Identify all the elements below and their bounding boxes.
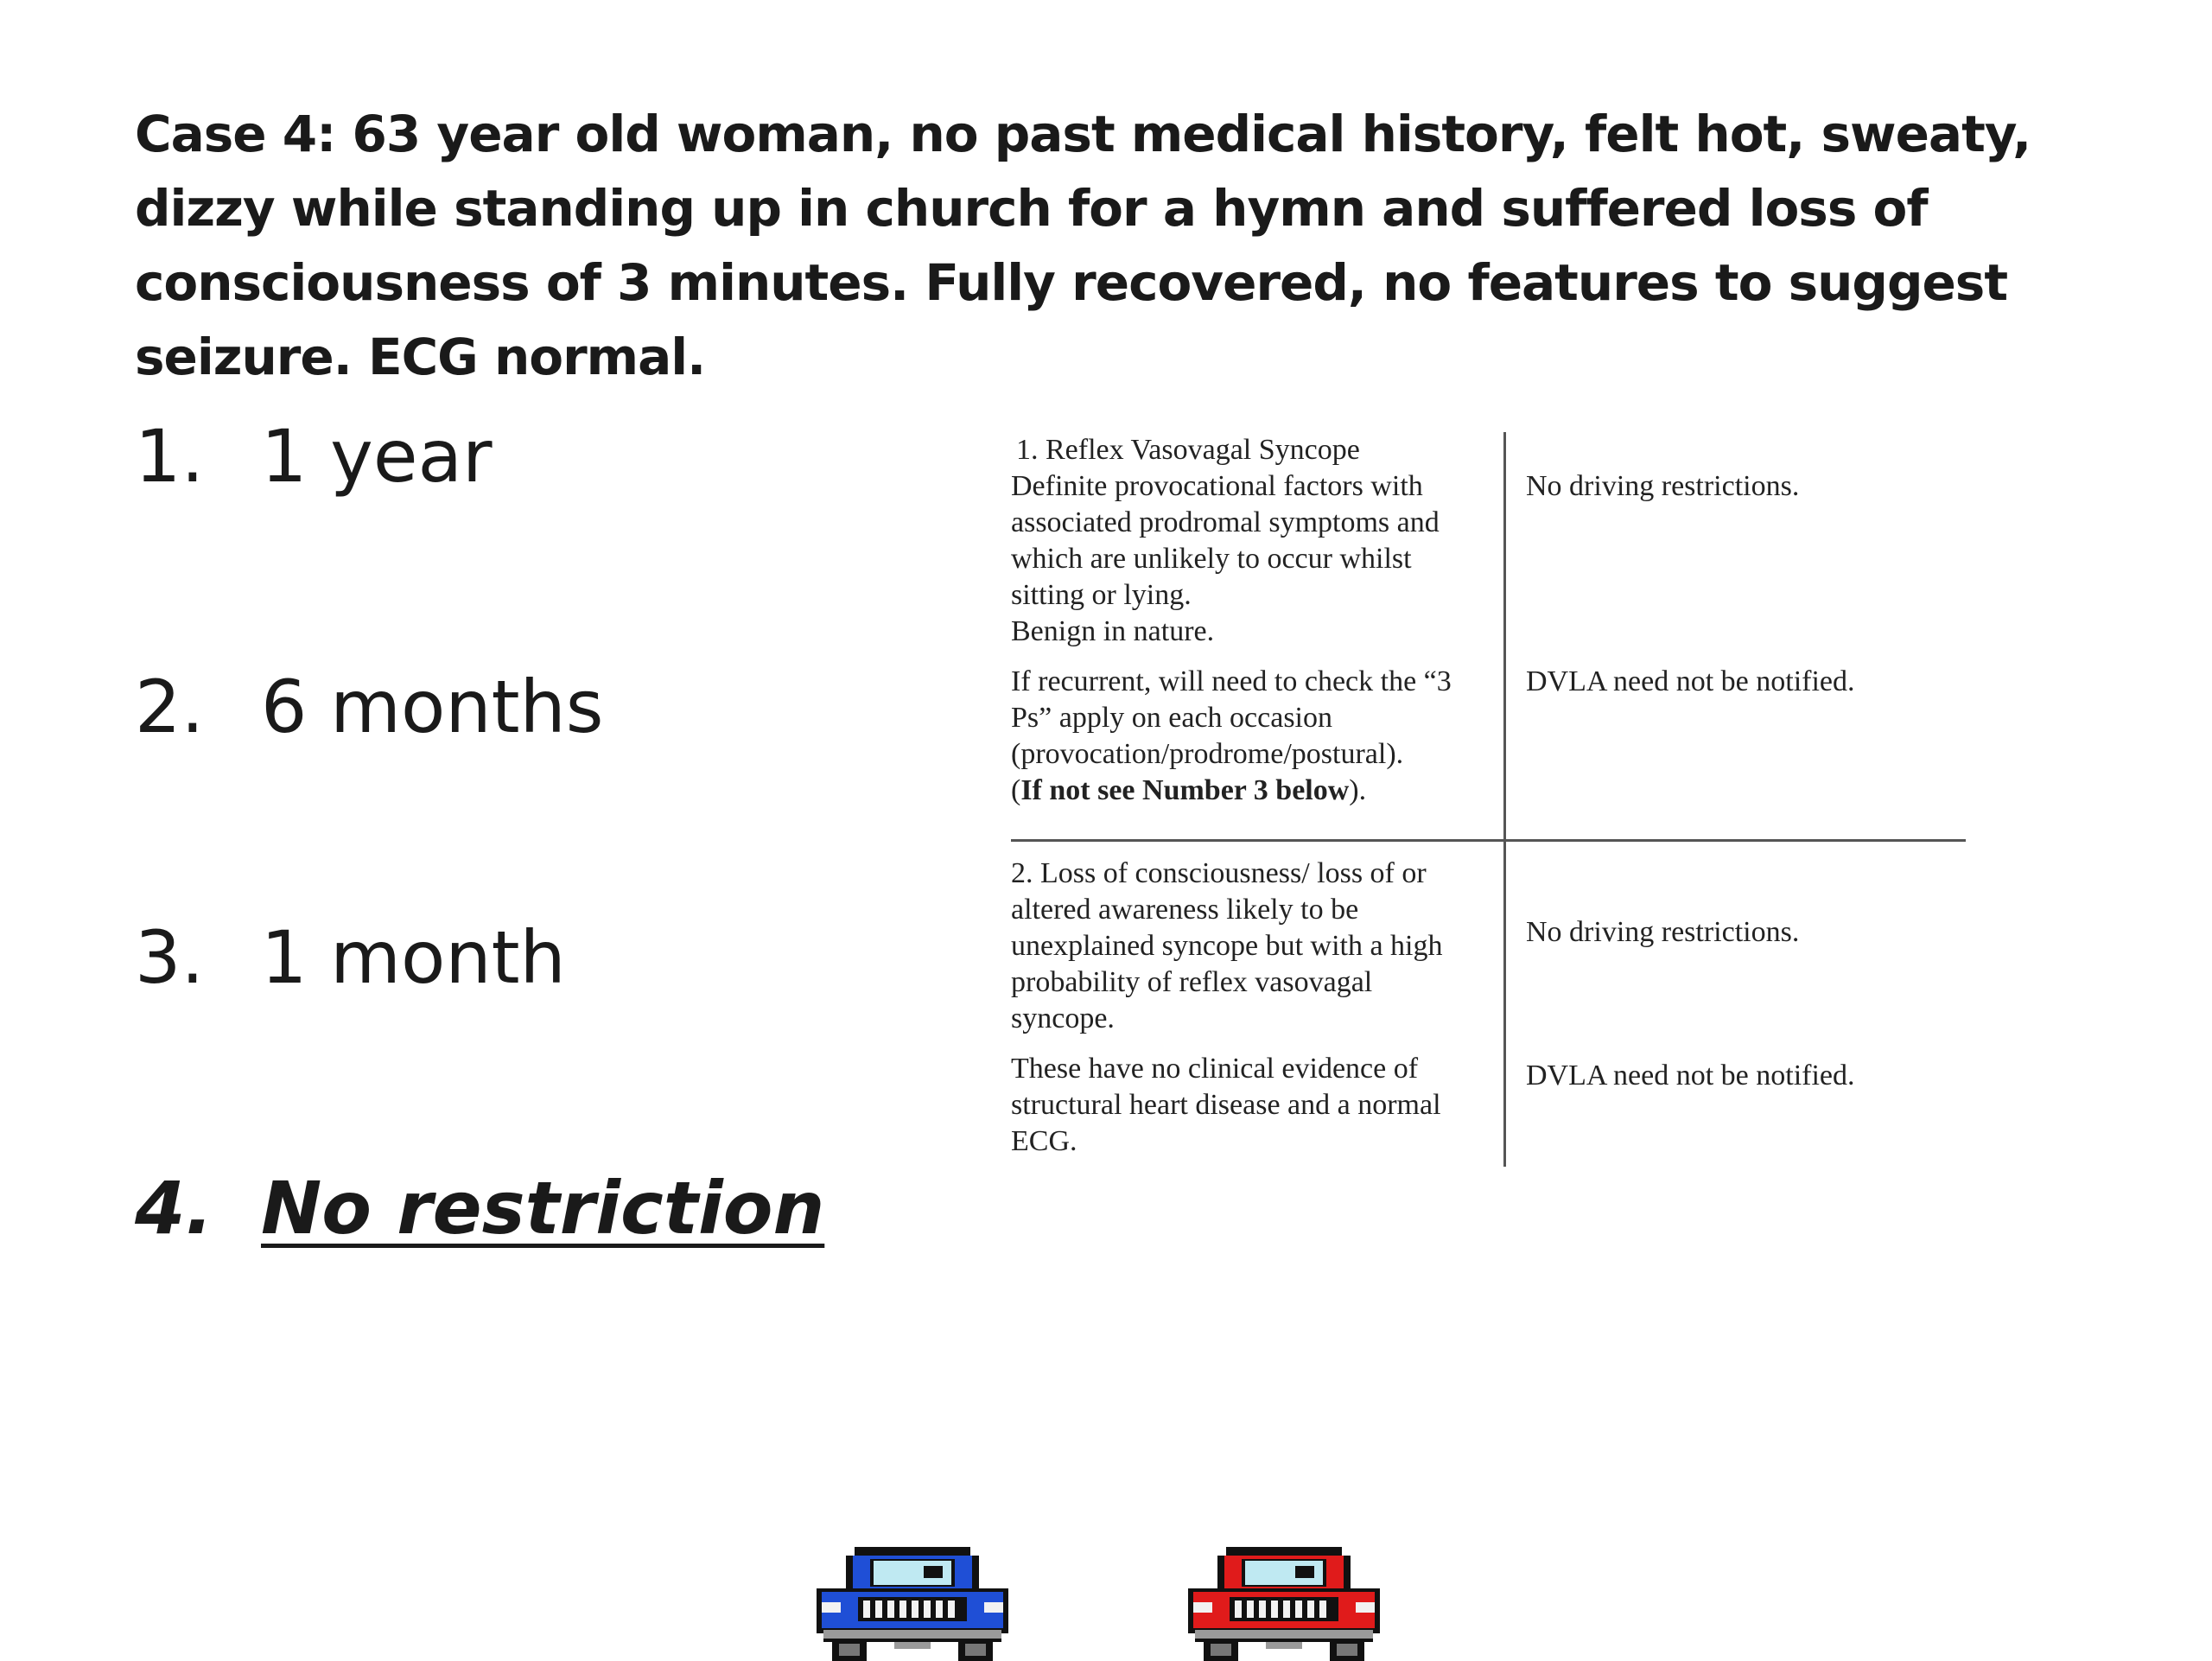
- row2-driving-restriction: No driving restrictions.: [1526, 916, 1800, 948]
- text-line: associated prodromal symptoms and: [1011, 506, 1440, 538]
- text-line: Ps” apply on each occasion: [1011, 702, 1332, 734]
- car-icon: [1188, 1547, 1380, 1661]
- text-line: Benign in nature.: [1011, 615, 1215, 647]
- text-line: (If not see Number 3 below).: [1011, 774, 1367, 806]
- option-number: 2.: [135, 665, 205, 749]
- text-line: These have no clinical evidence of: [1011, 1053, 1419, 1085]
- text-line: If recurrent, will need to check the “3: [1011, 665, 1452, 697]
- text-line: Definite provocational factors with: [1011, 470, 1423, 502]
- text-line: structural heart disease and a normal: [1011, 1089, 1441, 1121]
- answer-option-4-correct: [135, 1165, 824, 1251]
- row2-condition-description: [1011, 856, 1495, 1037]
- table-column-divider: [1503, 432, 1506, 1167]
- text-line: (provocation/prodrome/postural).: [1011, 738, 1404, 770]
- text-line: altered awareness likely to be: [1011, 894, 1359, 926]
- text-line: syncope.: [1011, 1002, 1115, 1034]
- car-illustrations: [0, 1547, 2212, 1659]
- row2-clinical-note: [1011, 1051, 1495, 1160]
- option-number: 4.: [135, 1166, 213, 1251]
- option-label: 1 year: [261, 414, 493, 499]
- table-row-divider: [1011, 839, 1966, 842]
- text-line: which are unlikely to occur whilst: [1011, 543, 1412, 575]
- text-line: 1. Reflex Vasovagal Syncope: [1016, 434, 1360, 466]
- answer-option-3: [135, 914, 566, 1001]
- text-line: sitting or lying.: [1011, 579, 1192, 611]
- row1-driving-restriction: No driving restrictions.: [1526, 470, 1800, 502]
- option-number: 1.: [135, 414, 205, 499]
- option-label: 6 months: [261, 665, 604, 749]
- text-line: unexplained syncope but with a high: [1011, 930, 1443, 962]
- text-line: probability of reflex vasovagal: [1011, 966, 1373, 998]
- car-icon: [817, 1547, 1008, 1661]
- answer-option-2: [135, 664, 604, 750]
- option-label: 1 month: [261, 915, 566, 1000]
- row1-recurrence-note: [1011, 664, 1495, 809]
- row1-condition-description: [1011, 432, 1495, 650]
- row1-dvla-notification: DVLA need not be notified.: [1526, 665, 1855, 697]
- dvla-guidance-table: [1011, 432, 1961, 1167]
- bold-reference: If not see Number 3 below: [1020, 774, 1350, 806]
- row2-dvla-notification: DVLA need not be notified.: [1526, 1060, 1855, 1091]
- text-line: ECG.: [1011, 1125, 1077, 1157]
- text-line: 2. Loss of consciousness/ loss of or: [1011, 857, 1427, 889]
- slide-title: Case 4: 63 year old woman, no past medical history, felt hot, sweaty, dizzy while standing up in church for a hymn and suffered loss of consciousness of 3 minutes. Fully recovered, no features to suggest seizure. ECG normal.: [135, 105, 2031, 386]
- answer-option-1: [135, 413, 493, 500]
- option-number: 3.: [135, 915, 205, 1000]
- option-label: No restriction: [261, 1166, 825, 1251]
